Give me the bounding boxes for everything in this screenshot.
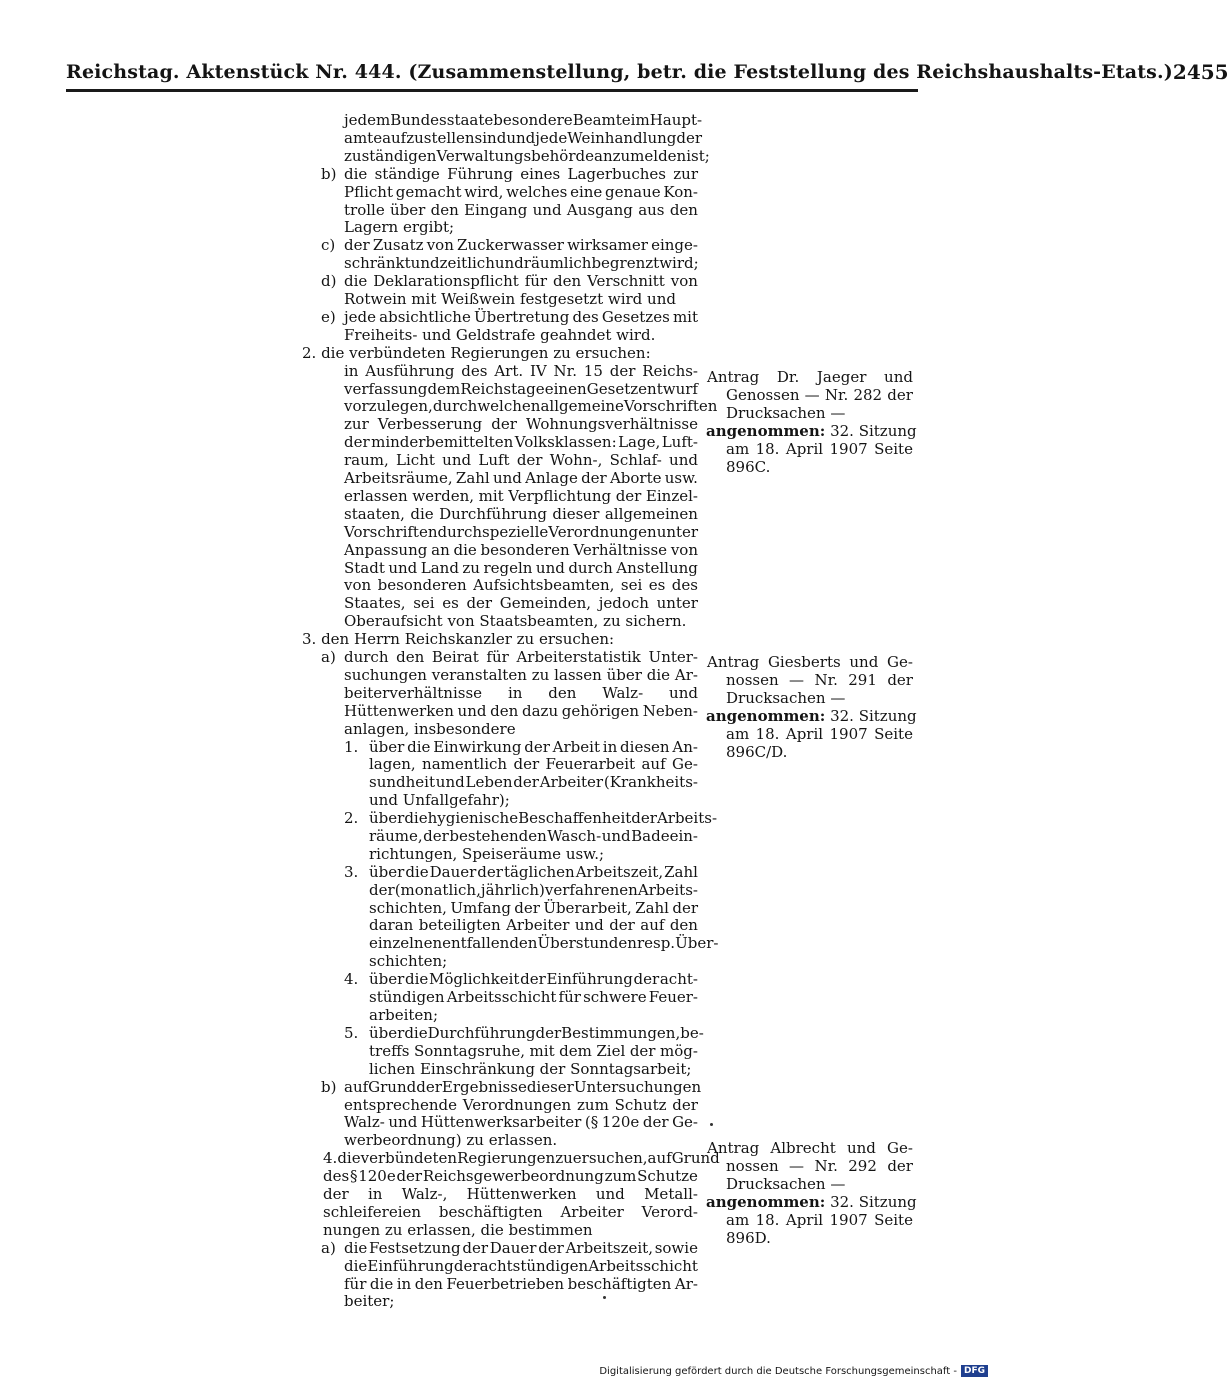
text-line: jede absichtliche Übertretung des Gesetzes mit [344, 308, 698, 326]
header-rule [66, 89, 918, 92]
page-footer [599, 1364, 988, 1378]
text-line: über die Durchführung der Bestimmungen, be- [369, 1024, 704, 1042]
text-line: die Einführung der achtstündigen Arbeitsschicht [344, 1257, 698, 1275]
text-line: des § 120e der Reichsgewerbeordnung zum Schutze [323, 1167, 698, 1185]
text-line: Rotwein mit Weißwein festgesetzt wird und [344, 290, 676, 308]
text-line: der Zusatz von Zuckerwasser wirksamer einge- [344, 236, 698, 254]
text-line: beiterverhältnisse in den Walz- und [344, 684, 698, 702]
text-line: Anpassung an die besonderen Verhältnisse von [344, 541, 698, 559]
margin-note-line: Drucksachen — [726, 1175, 846, 1193]
text-line: einzelnen entfallenden Überstunden resp. Über- [369, 934, 719, 952]
text-line: der minderbemittelten Volksklassen: Lage, Luft- [344, 433, 698, 451]
text-line: beiter; [344, 1292, 395, 1310]
text-line: raum, Licht und Luft der Wohn-, Schlaf- und [344, 451, 698, 469]
margin-note-line: Drucksachen — [726, 689, 846, 707]
text-line: Hüttenwerken und den dazu gehörigen Neben- [344, 702, 698, 720]
text-line: Lagern ergibt; [344, 218, 455, 236]
text-line: treffs Sonntagsruhe, mit dem Ziel der mög- [369, 1042, 698, 1060]
item-label: 5. [344, 1024, 359, 1042]
session-ref: 32. Sitzung [825, 707, 917, 725]
item-label: 3. [344, 863, 359, 881]
text-line: Stadt und Land zu regeln und durch Anstellung [344, 559, 698, 577]
margin-note-line [706, 1193, 917, 1211]
header-title: Reichstag. Aktenstück Nr. 444. (Zusammenstellung, betr. die Feststellung des Reichshaushalts-Etats.) [66, 61, 1173, 83]
text-line: richtungen, Speiseräume usw.; [369, 845, 605, 863]
margin-note-line: am 18. April 1907 Seite [726, 725, 913, 743]
text-line: 2. die verbündeten Regierungen zu ersuchen: [302, 344, 651, 362]
margin-note-line: Antrag Albrecht und Ge- [707, 1139, 913, 1157]
text-line: Vorschriften durch spezielle Verordnungen unter [344, 523, 699, 541]
text-line: schichten; [369, 952, 448, 970]
margin-note-line: am 18. April 1907 Seite [726, 1211, 913, 1229]
item-label: b) [321, 165, 337, 183]
accepted-label: angenommen: [706, 1193, 826, 1211]
margin-note-line: Antrag Giesberts und Ge- [707, 653, 913, 671]
accepted-label: angenommen: [706, 422, 826, 440]
text-line: räume, der bestehenden Wasch- und Badeein- [369, 827, 698, 845]
dfg-logo: DFG [961, 1365, 988, 1377]
text-line: suchungen veranstalten zu lassen über die Ar- [344, 666, 698, 684]
margin-note-line: Genossen — Nr. 282 der [726, 386, 913, 404]
text-line: trolle über den Eingang und Ausgang aus den [344, 201, 698, 219]
session-ref: 32. Sitzung [825, 422, 917, 440]
margin-note-line: nossen — Nr. 292 der [726, 1157, 913, 1175]
margin-note-line: 896C. [726, 458, 771, 476]
text-line: die ständige Führung eines Lagerbuches zur [344, 165, 698, 183]
text-line: und Unfallgefahr); [369, 791, 510, 809]
text-line: entsprechende Verordnungen zum Schutz der [344, 1096, 698, 1114]
item-label: 4. [344, 970, 359, 988]
margin-note-line: Antrag Dr. Jaeger und [707, 368, 913, 386]
item-label: a) [321, 1239, 336, 1257]
text-line: erlassen werden, mit Verpflichtung der Einzel- [344, 487, 698, 505]
text-line: vorzulegen, durch welchen allgemeine Vorschriften [344, 397, 718, 415]
text-line: für die in den Feuerbetrieben beschäftigten Ar- [344, 1275, 698, 1293]
text-line: schichten, Umfang der Überarbeit, Zahl der [369, 899, 698, 917]
margin-note-line: nossen — Nr. 291 der [726, 671, 913, 689]
text-line: Freiheits- und Geldstrafe geahndet wird. [344, 326, 656, 344]
margin-note-line: Drucksachen — [726, 404, 846, 422]
text-line: durch den Beirat für Arbeiterstatistik Unter- [344, 648, 698, 666]
text-line: verfassung dem Reichstage einen Gesetzentwurf [344, 380, 698, 398]
text-line: über die Einwirkung der Arbeit in diesen An- [369, 738, 698, 756]
text-line: Staates, sei es der Gemeinden, jedoch unter [344, 594, 698, 612]
text-line: in Ausführung des Art. IV Nr. 15 der Reichs- [344, 362, 698, 380]
text-line: über die hygienische Beschaffenheit der Arbeits- [369, 809, 718, 827]
text-line: lagen, namentlich der Feuerarbeit auf Ge- [369, 755, 698, 773]
text-line: arbeiten; [369, 1006, 439, 1024]
print-speck [603, 1296, 606, 1299]
text-line: auf Grund der Ergebnisse dieser Untersuchungen [344, 1078, 702, 1096]
text-line: zur Verbesserung der Wohnungsverhältnisse [344, 415, 698, 433]
text-line: stündigen Arbeitsschicht für schwere Feuer- [369, 988, 698, 1006]
text-line: Pflicht gemacht wird, welches eine genaue Kon- [344, 183, 698, 201]
margin-note-line [706, 422, 917, 440]
text-line: werbeordnung) zu erlassen. [344, 1131, 558, 1149]
item-label: b) [321, 1078, 337, 1096]
text-line: anlagen, insbesondere [344, 720, 516, 738]
text-line: Walz- und Hüttenwerksarbeiter (§ 120e der Ge- [344, 1113, 698, 1131]
accepted-label: angenommen: [706, 707, 826, 725]
footer-credit: Digitalisierung gefördert durch die Deutsche Forschungsgemeinschaft - [599, 1365, 957, 1377]
item-label: e) [321, 308, 336, 326]
item-label: 1. [344, 738, 359, 756]
text-line: lichen Einschränkung der Sonntagsarbeit; [369, 1060, 692, 1078]
text-line: die Festsetzung der Dauer der Arbeitszeit, sowie [344, 1239, 698, 1257]
text-line: daran beteiligten Arbeiter und der auf den [369, 916, 698, 934]
text-line: der in Walz-, Hüttenwerken und Metall- [323, 1185, 698, 1203]
text-line: zuständigen Verwaltungsbehörde anzumelden ist; [344, 147, 710, 165]
text-line: der (monatlich, jährlich) verfahrenen Arbeits- [369, 881, 698, 899]
text-line: über die Möglichkeit der Einführung der acht- [369, 970, 698, 988]
item-label: a) [321, 648, 336, 666]
text-line: sundheit und Leben der Arbeiter (Krankheits- [369, 773, 698, 791]
margin-note-line: 896D. [726, 1229, 771, 1247]
item-label: d) [321, 272, 337, 290]
text-line: jedem Bundesstaate besondere Beamte im Haupt- [344, 111, 703, 129]
item-label: c) [321, 236, 336, 254]
print-speck [710, 1123, 713, 1126]
text-line: von besonderen Aufsichtsbeamten, sei es des [344, 576, 698, 594]
text-line: staaten, die Durchführung dieser allgemeinen [344, 505, 698, 523]
text-line: Oberaufsicht von Staatsbeamten, zu sichern. [344, 612, 687, 630]
page-header [66, 56, 1229, 88]
session-ref: 32. Sitzung [825, 1193, 917, 1211]
text-line: die Deklarationspflicht für den Verschnitt von [344, 272, 698, 290]
text-line: nungen zu erlassen, die bestimmen [323, 1221, 593, 1239]
text-line: amte aufzustellen sind und jede Weinhandlung der [344, 129, 703, 147]
text-line: über die Dauer der täglichen Arbeitszeit, Zahl [369, 863, 698, 881]
text-line: 4. die verbündeten Regierungen zu ersuchen, auf Grund [323, 1149, 720, 1167]
item-label: 2. [344, 809, 359, 827]
margin-note-line: 896C/D. [726, 743, 788, 761]
margin-note-line: am 18. April 1907 Seite [726, 440, 913, 458]
page-number: 2455 [1172, 60, 1229, 84]
text-line: Arbeitsräume, Zahl und Anlage der Aborte usw. [344, 469, 698, 487]
text-line: schleifereien beschäftigten Arbeiter Verord- [323, 1203, 698, 1221]
text-line: schränkt und zeitlich und räumlich begrenzt wird; [344, 254, 699, 272]
text-line: 3. den Herrn Reichskanzler zu ersuchen: [302, 630, 615, 648]
margin-note-line [706, 707, 917, 725]
